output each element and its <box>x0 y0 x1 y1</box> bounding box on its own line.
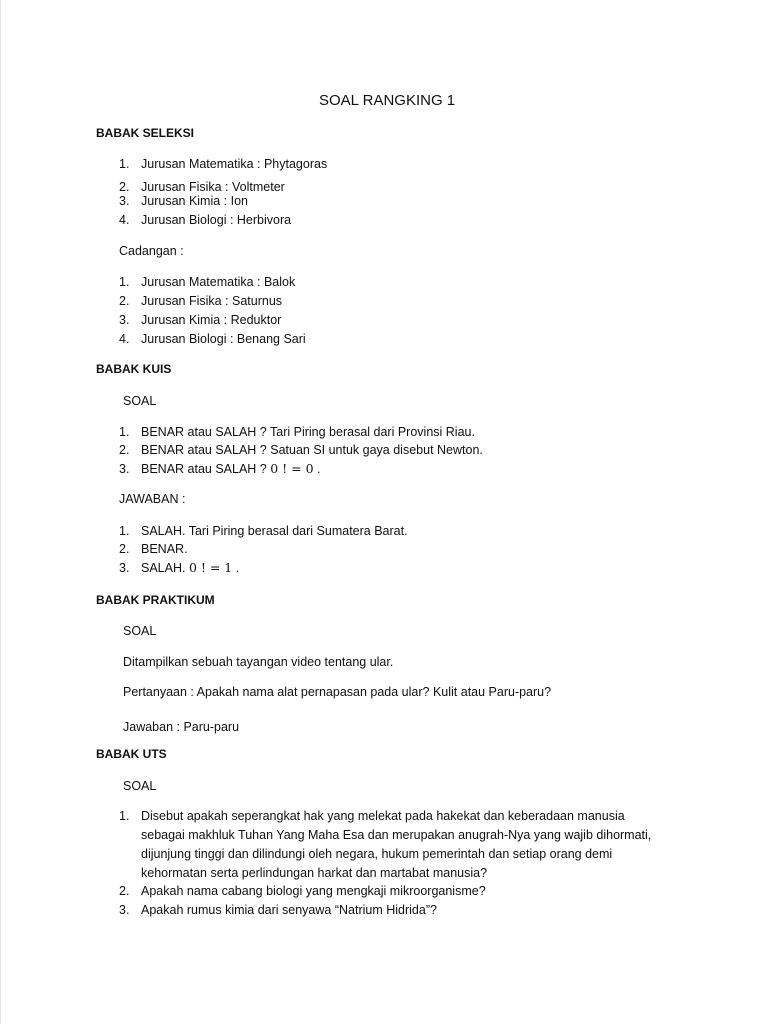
jawaban-label: JAWABAN : <box>119 492 186 506</box>
soal-label: SOAL <box>123 624 157 638</box>
list-item: Jurusan Biologi : Herbivora <box>141 213 292 227</box>
list-item: Jurusan Matematika : Phytagoras <box>141 157 328 171</box>
list-item: SALAH. Tari Piring berasal dari Sumatera Barat. <box>141 524 408 538</box>
list-item: Apakah nama cabang biologi yang mengkaji mikroorganisme? <box>141 884 486 898</box>
list-item: Jurusan Fisika : Voltmeter <box>141 180 285 194</box>
list-item: BENAR atau SALAH ? Tari Piring berasal dari Provinsi Riau. <box>141 425 475 439</box>
section-heading-seleksi: BABAK SELEKSI <box>96 126 195 140</box>
list-number: 3. <box>119 561 130 575</box>
section-heading-praktikum: BABAK PRAKTIKUM <box>96 593 215 607</box>
answer-text: SALAH. <box>141 561 189 575</box>
list-number: 1. <box>119 425 130 439</box>
soal-label: SOAL <box>123 394 157 408</box>
list-item: Apakah rumus kimia dari senyawa “Natrium Hidrida”? <box>141 903 437 917</box>
section-heading-kuis: BABAK KUIS <box>96 362 172 376</box>
math-expression: 0 ! = 1 <box>188 560 233 575</box>
praktikum-text: Ditampilkan sebuah tayangan video tentang ular. <box>123 655 394 669</box>
list-number: 3. <box>119 903 130 917</box>
answer-end: . <box>232 561 240 575</box>
list-number: 3. <box>119 194 130 208</box>
list-item: Jurusan Biologi : Benang Sari <box>141 332 306 346</box>
list-item: Jurusan Fisika : Saturnus <box>141 294 283 308</box>
document-title: SOAL RANGKING 1 <box>319 92 456 109</box>
question-text: BENAR atau SALAH ? <box>141 462 271 476</box>
math-expression: 0 ! = 0 <box>270 461 314 476</box>
soal-label: SOAL <box>123 779 157 793</box>
praktikum-question: Pertanyaan : Apakah nama alat pernapasan pada ular? Kulit atau Paru-paru? <box>123 685 552 699</box>
list-item-line: sebagai makhluk Tuhan Yang Maha Esa dan merupakan anugrah-Nya yang wajib dihormati, <box>141 828 652 842</box>
list-number: 1. <box>119 809 130 823</box>
list-item <box>141 562 239 575</box>
list-number: 4. <box>119 213 130 227</box>
list-item: Jurusan Kimia : Reduktor <box>141 313 282 327</box>
list-number: 1. <box>119 524 130 538</box>
cadangan-label: Cadangan : <box>119 244 184 258</box>
praktikum-answer: Jawaban : Paru-paru <box>123 720 240 734</box>
list-item-line: Disebut apakah seperangkat hak yang melekat pada hakekat dan keberadaan manusia <box>141 809 625 823</box>
section-heading-uts: BABAK UTS <box>96 747 167 761</box>
list-number: 1. <box>119 157 130 171</box>
list-number: 3. <box>119 313 130 327</box>
list-item: Jurusan Matematika : Balok <box>141 275 296 289</box>
list-number: 3. <box>119 462 130 476</box>
list-item: BENAR atau SALAH ? Satuan SI untuk gaya disebut Newton. <box>141 443 483 457</box>
list-number: 4. <box>119 332 130 346</box>
list-number: 1. <box>119 275 130 289</box>
list-number: 2. <box>119 884 130 898</box>
list-number: 2. <box>119 443 130 457</box>
question-end: . <box>313 462 321 476</box>
list-item: BENAR. <box>141 542 188 556</box>
list-number: 2. <box>119 180 130 194</box>
list-item <box>141 463 321 476</box>
list-number: 2. <box>119 294 130 308</box>
list-item-line: dijunjung tinggi dan dilindungi oleh negara, hukum pemerintah dan setiap orang demi <box>141 847 613 861</box>
list-item: Jurusan Kimia : Ion <box>141 194 248 208</box>
list-item-line: kehormatan serta perlindungan harkat dan martabat manusia? <box>141 866 488 880</box>
list-number: 2. <box>119 542 130 556</box>
